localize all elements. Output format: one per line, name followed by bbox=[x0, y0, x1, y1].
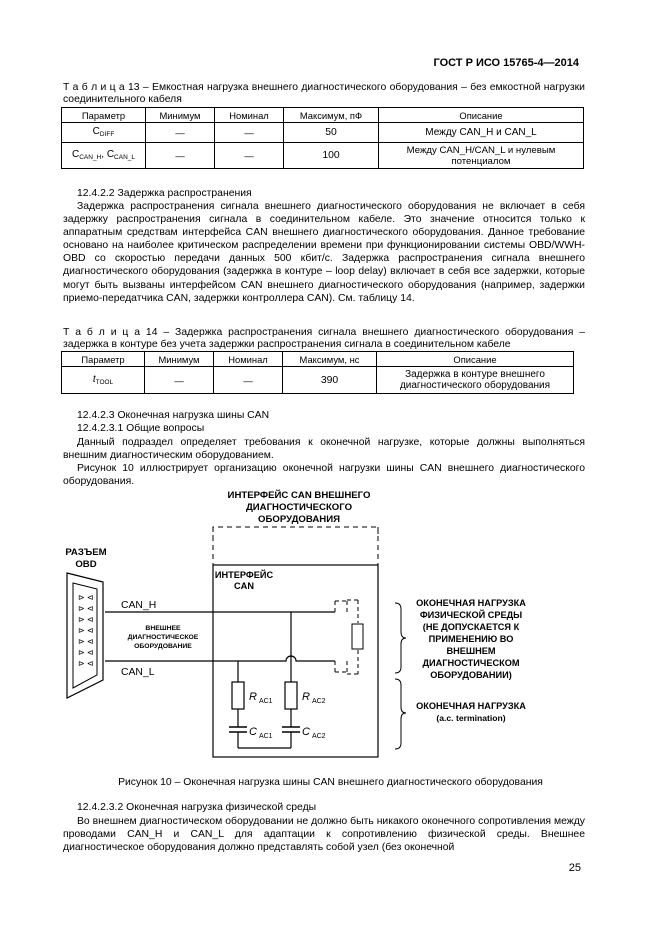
ext-equipment-label: ОБОРУДОВАНИЕ bbox=[134, 643, 192, 650]
document-header: ГОСТ Р ИСО 15765-4—2014 bbox=[433, 57, 579, 69]
phys-term-label: ФИЗИЧЕСКОЙ СРЕДЫ bbox=[419, 610, 523, 620]
interface-dashed-bracket bbox=[213, 527, 378, 540]
can-l-line bbox=[105, 656, 335, 661]
param-cell: $t_{TOOL}$ bbox=[62, 367, 145, 394]
section-paragraph: Данный подраздел определяет требования к оконечной нагрузке, которые должны выполняться внешним диагностическим оборудованием. bbox=[63, 437, 585, 462]
nom-cell: — bbox=[215, 123, 284, 143]
r-ac2-label: R bbox=[302, 691, 310, 703]
r-ac2-sub: AC2 bbox=[311, 698, 326, 705]
svg-text:⊳ ⊲: ⊳ ⊲ bbox=[78, 659, 94, 668]
min-cell: — bbox=[145, 367, 214, 394]
can-interface-label: CAN bbox=[234, 581, 254, 591]
c-ac2-label: C bbox=[302, 726, 310, 738]
can-h-label: CAN_H bbox=[121, 600, 157, 611]
subsection-title: 12.4.2.3.1 Общие вопросы bbox=[77, 423, 205, 434]
max-cell: 390 bbox=[283, 367, 377, 394]
svg-text:⊳ ⊲: ⊳ ⊲ bbox=[78, 615, 94, 624]
ext-equipment-label: ВНЕШНЕЕ bbox=[145, 625, 181, 632]
nom-cell: — bbox=[215, 143, 284, 169]
figure-title-line: ИНТЕРФЕЙС CAN ВНЕШНЕГО bbox=[227, 490, 371, 501]
table-header-cell: Минимум bbox=[146, 108, 215, 123]
svg-text:⊳ ⊲: ⊳ ⊲ bbox=[78, 626, 94, 635]
max-cell: 50 bbox=[284, 123, 379, 143]
svg-text:RAC1 bbox=[249, 691, 273, 705]
min-cell: — bbox=[146, 123, 215, 143]
phys-term-label: ОБОРУДОВАНИИ) bbox=[430, 670, 512, 680]
svg-text:CAC1 bbox=[249, 726, 273, 740]
nom-cell: — bbox=[214, 367, 283, 394]
brace-physical-icon bbox=[395, 603, 406, 673]
figure-title-line: ДИАГНОСТИЧЕСКОГО bbox=[245, 502, 353, 513]
phys-term-label: ВНЕШНЕМ bbox=[446, 646, 496, 656]
phys-term-label: (НЕ ДОПУСКАЕТСЯ К bbox=[422, 622, 520, 632]
svg-text:⊳ ⊲: ⊳ ⊲ bbox=[78, 604, 94, 613]
svg-text:RAC2 bbox=[302, 691, 326, 705]
table-header-cell: Описание bbox=[377, 352, 574, 367]
section-body: Во внешнем диагностическом оборудовании не должно быть никакого оконечного сопротивления между проводами CAN_H и CAN_L для адаптации к сопротивлению физической среды. Внешнее диагностическое оборудования должно представлять собой узел (без оконечной bbox=[63, 816, 585, 854]
table-header-cell: Максимум, нс bbox=[283, 352, 377, 367]
param-cell: $C_{DIFF}$ bbox=[62, 123, 146, 143]
table13-caption: Т а б л и ц а 13 – Емкостная нагрузка внешнего диагностического оборудования – без емкостной нагрузки соединительного кабеля bbox=[63, 82, 585, 105]
r-ac1-sub: AC1 bbox=[258, 698, 273, 705]
figure-title-line: ОБОРУДОВАНИЯ bbox=[258, 514, 340, 525]
connector-pins bbox=[78, 593, 94, 668]
table-header-cell: Минимум bbox=[145, 352, 214, 367]
c-ac2-sub: AC2 bbox=[311, 733, 326, 740]
resistor-rac2-icon bbox=[285, 682, 297, 709]
connector-label: РАЗЪЕМ bbox=[65, 547, 107, 558]
r-ac1-label: R bbox=[249, 691, 257, 703]
phys-term-label: ОКОНЕЧНАЯ НАГРУЗКА bbox=[416, 598, 526, 608]
svg-text:⊳ ⊲: ⊳ ⊲ bbox=[78, 637, 94, 646]
c-ac1-label: C bbox=[249, 726, 257, 738]
connector-label: OBD bbox=[75, 559, 97, 570]
svg-text:CAC2 bbox=[302, 726, 326, 740]
figure-caption: Рисунок 10 – Оконечная нагрузка шины CAN внешнего диагностического оборудования bbox=[118, 777, 543, 788]
resistor-rac1-icon bbox=[232, 682, 244, 709]
phys-term-label: ДИАГНОСТИЧЕСКОМ bbox=[422, 658, 520, 668]
section-paragraph: Рисунок 10 иллюстрирует организацию оконечной нагрузки шины CAN внешнего диагностического оборудования. bbox=[63, 463, 585, 488]
section-body: Задержка распространения сигнала внешнего диагностического оборудования не включает в себя задержку распространения сигнала в соединительном кабеле. Это значение относится только к аппаратным средствам интерфейса CAN внешнего диагностического оборудования. Данное требование основано на наиболее критическом распределении времени при функционировании системы OBD/WWH-OBD со скоростью передачи данных 500 кбит/с. Задержка распространения сигнала внешнего диагностического оборудования (задержка в контуре – loop delay) включает в себя все задержки, которые могут быть вызваны интерфейсом CAN внешнего диагностического оборудования (например, задержки приемо-передатчика CAN, задержки контроллера CAN). См. таблицу 14. bbox=[63, 201, 585, 304]
obd-connector-icon bbox=[67, 573, 103, 698]
table-header-cell: Параметр bbox=[62, 352, 145, 367]
c-ac1-sub: AC1 bbox=[258, 733, 273, 740]
max-cell: 100 bbox=[284, 143, 379, 169]
brace-termination-icon bbox=[395, 679, 406, 749]
page-number: 25 bbox=[568, 862, 581, 874]
table14-caption: Т а б л и ц а 14 – Задержка распространения сигнала внешнего диагностического оборудования – задержка в контуре без учета задержки распространения сигнала в соединительном кабеле bbox=[63, 327, 585, 350]
min-cell: — bbox=[146, 143, 215, 169]
param-cell: $C_{CAN\_H}$, $C_{CAN\_L}$ bbox=[62, 143, 146, 169]
table-header-cell: Максимум, пФ bbox=[284, 108, 379, 123]
desc-cell: Между CAN_H/CAN_L и нулевым потенциалом bbox=[379, 143, 584, 169]
section-title: 12.4.2.2 Задержка распространения bbox=[77, 188, 252, 199]
table-header-cell: Номинал bbox=[215, 108, 284, 123]
phys-term-label: ПРИМЕНЕНИЮ ВО bbox=[428, 634, 514, 644]
desc-cell: Задержка в контуре внешнего диагностического оборудования bbox=[377, 367, 574, 394]
physical-termination-resistor-icon bbox=[352, 624, 363, 649]
desc-cell: Между CAN_H и CAN_L bbox=[379, 123, 584, 143]
section-title: 12.4.2.3 Оконечная нагрузка шины CAN bbox=[77, 410, 270, 421]
can-l-label: CAN_L bbox=[121, 667, 155, 678]
table-header-cell: Описание bbox=[379, 108, 584, 123]
section-title: 12.4.2.3.2 Оконечная нагрузка физической среды bbox=[77, 802, 317, 813]
ac-term-label: (a.c. termination) bbox=[436, 713, 506, 723]
svg-text:⊳ ⊲: ⊳ ⊲ bbox=[78, 593, 94, 602]
table-header-cell: Номинал bbox=[214, 352, 283, 367]
can-interface-label: ИНТЕРФЕЙС bbox=[214, 570, 274, 580]
table-header-cell: Параметр bbox=[62, 108, 146, 123]
ac-term-label: ОКОНЕЧНАЯ НАГРУЗКА bbox=[416, 701, 526, 711]
svg-text:⊳ ⊲: ⊳ ⊲ bbox=[78, 648, 94, 657]
ext-equipment-label: ДИАГНОСТИЧЕСКОЕ bbox=[127, 634, 199, 641]
